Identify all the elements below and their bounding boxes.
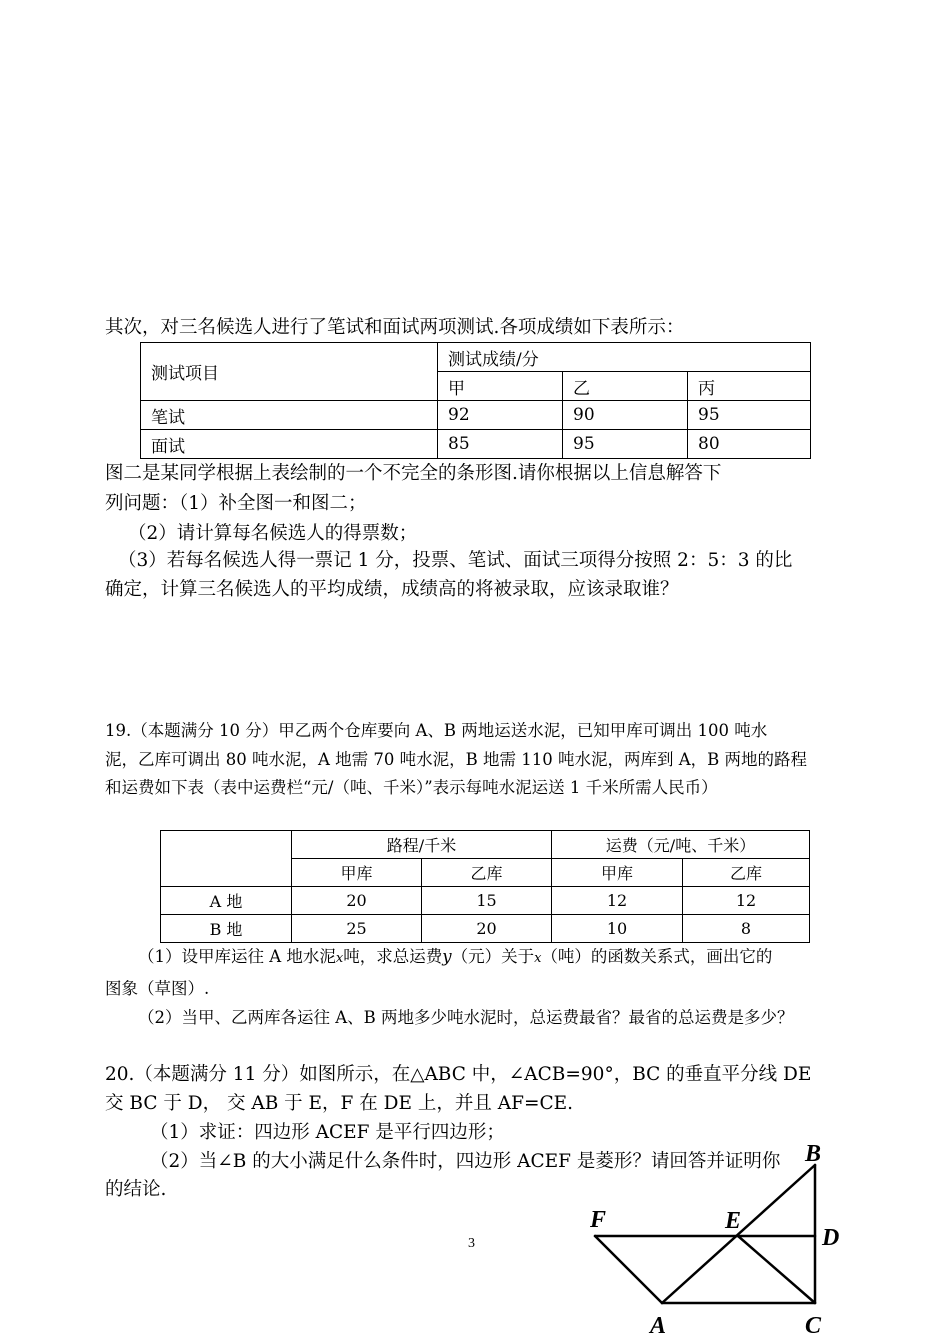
label-c: C bbox=[805, 1313, 822, 1339]
freight-table bbox=[160, 830, 810, 943]
var-x: x bbox=[335, 951, 344, 966]
cell: 10 bbox=[552, 915, 683, 943]
label-d: D bbox=[822, 1225, 840, 1251]
q20-line4: （2）当∠B 的大小满足什么条件时，四边形 ACEF 是菱形？请回答并证明你 bbox=[150, 1151, 781, 1172]
header-cost: 运费（元/吨、千米） bbox=[552, 831, 810, 859]
q19-line1: 19.（本题满分 10 分）甲乙两个仓库要向 A、B 两地运送水泥，已知甲库可调出 100 吨水 bbox=[105, 721, 768, 740]
q18-intro: 其次，对三名候选人进行了笔试和面试两项测试.各项成绩如下表所示： bbox=[105, 317, 685, 338]
table-row bbox=[141, 401, 811, 430]
table-row bbox=[161, 915, 810, 943]
var-y: y bbox=[442, 947, 452, 966]
cell: 12 bbox=[683, 887, 810, 915]
sub-header: 乙库 bbox=[683, 859, 810, 887]
var-x: x bbox=[534, 951, 542, 966]
q19-sub1-c: （元）关于 bbox=[451, 947, 535, 966]
header-candidate: 乙 bbox=[563, 372, 688, 401]
q20-line2: 交 BC 于 D， 交 AB 于 E，F 在 DE 上，并且 AF=CE. bbox=[105, 1093, 573, 1114]
q19-line2: 泥，乙库可调出 80 吨水泥，A 地需 70 吨水泥，B 地需 110 吨水泥，两库到 A，B 两地的路程 bbox=[105, 750, 808, 769]
label-b: B bbox=[805, 1141, 822, 1167]
q18-line3: （2）请计算每名候选人的得票数； bbox=[128, 523, 418, 544]
q19-sub1-a: （1）设甲库运往 A 地水泥 bbox=[138, 947, 336, 966]
score-table bbox=[140, 342, 811, 459]
cell: 12 bbox=[552, 887, 683, 915]
header-candidate: 丙 bbox=[688, 372, 811, 401]
segment-fa bbox=[595, 1236, 662, 1303]
row-label: 面试 bbox=[141, 430, 438, 459]
q18-line5: 确定，计算三名候选人的平均成绩，成绩高的将被录取，应该录取谁？ bbox=[105, 579, 679, 600]
label-e: E bbox=[725, 1208, 742, 1234]
q19-sub1-b: 吨，求总运费 bbox=[343, 947, 443, 966]
cell: 8 bbox=[683, 915, 810, 943]
sub-header: 甲库 bbox=[292, 859, 422, 887]
cell: 95 bbox=[688, 401, 811, 430]
q18-line2: 列问题：（1）补全图一和图二； bbox=[105, 493, 367, 514]
label-f: F bbox=[590, 1207, 607, 1233]
sub-header: 乙库 bbox=[422, 859, 552, 887]
page-number: 3 bbox=[468, 1236, 475, 1251]
geometry-figure bbox=[580, 1135, 850, 1342]
header-distance: 路程/千米 bbox=[292, 831, 552, 859]
row-label: B 地 bbox=[161, 915, 292, 943]
cell: 20 bbox=[292, 887, 422, 915]
q19-sub1-d: （吨）的函数关系式，画出它的 bbox=[541, 947, 773, 966]
q20-line5: 的结论. bbox=[105, 1179, 167, 1200]
cell: 25 bbox=[292, 915, 422, 943]
cell: 92 bbox=[438, 401, 563, 430]
cell: 85 bbox=[438, 430, 563, 459]
q19-sub2: （2）当甲、乙两库各运往 A、B 两地多少吨水泥时，总运费最省？最省的总运费是多少？ bbox=[138, 1008, 794, 1027]
q19-sub1-line2: 图象（草图）. bbox=[105, 979, 210, 998]
label-a: A bbox=[650, 1313, 667, 1339]
header-candidate: 甲 bbox=[438, 372, 563, 401]
cell: 15 bbox=[422, 887, 552, 915]
row-label: 笔试 bbox=[141, 401, 438, 430]
q18-line4: （3）若每名候选人得一票记 1 分，投票、笔试、面试三项得分按照 2：5：3 的比 bbox=[118, 550, 793, 571]
q19-line3: 和运费如下表（表中运费栏“元/（吨、千米）”表示每吨水泥运送 1 千米所需人民币） bbox=[105, 778, 718, 797]
cell: 90 bbox=[563, 401, 688, 430]
table-row bbox=[141, 430, 811, 459]
cell: 80 bbox=[688, 430, 811, 459]
table-row bbox=[161, 887, 810, 915]
segment-ec bbox=[738, 1236, 815, 1303]
cell: 95 bbox=[563, 430, 688, 459]
corner-cell bbox=[161, 831, 292, 887]
cell: 20 bbox=[422, 915, 552, 943]
q20-line1: 20.（本题满分 11 分）如图所示，在△ABC 中，∠ACB=90°，BC 的垂直平分线 DE bbox=[105, 1064, 812, 1085]
row-label: A 地 bbox=[161, 887, 292, 915]
q20-line3: （1）求证：四边形 ACEF 是平行四边形； bbox=[150, 1122, 505, 1143]
q19-sub1 bbox=[138, 945, 772, 971]
header-scores: 测试成绩/分 bbox=[438, 343, 811, 372]
q18-line1: 图二是某同学根据上表绘制的一个不完全的条形图.请你根据以上信息解答下 bbox=[105, 463, 722, 484]
sub-header: 甲库 bbox=[552, 859, 683, 887]
header-item: 测试项目 bbox=[141, 343, 438, 401]
